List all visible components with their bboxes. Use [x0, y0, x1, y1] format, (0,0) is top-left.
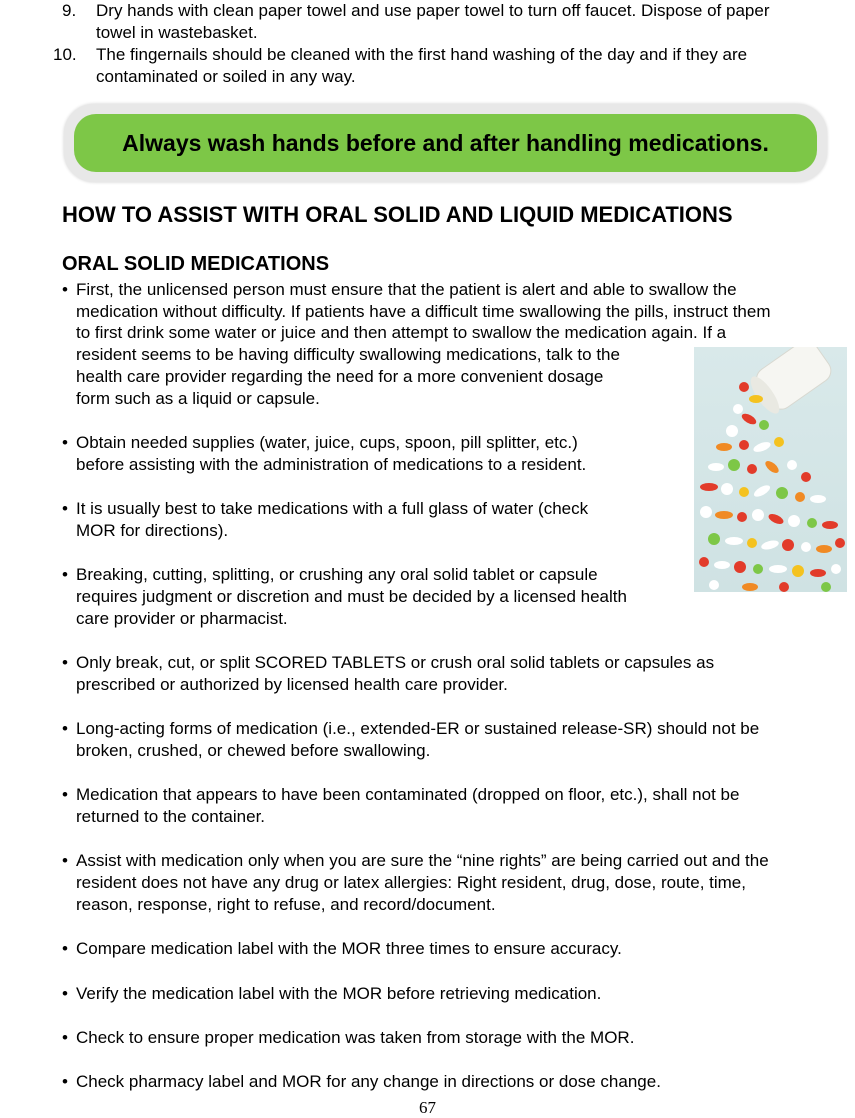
bullet-3-line-1: It is usually best to take medications with a full glass of water (check — [76, 499, 589, 518]
bullet-4-line-3: care provider or pharmacist. — [76, 609, 288, 628]
bullet-dot: • — [62, 653, 68, 672]
bullet-1-line-5: health care provider regarding the need for a more convenient dosage — [76, 367, 604, 386]
bullet-dot: • — [62, 719, 68, 738]
bullet-8-line-3: reason, response, right to refuse, and record/document. — [76, 895, 496, 914]
bullet-2-line-2: before assisting with the administration of medications to a resident. — [76, 455, 587, 474]
bullet-dot: • — [62, 280, 68, 299]
bullet-6-line-2: broken, crushed, or chewed before swallowing. — [76, 741, 431, 760]
bullet-5-line-1: Only break, cut, or split SCORED TABLETS or crush oral solid tablets or capsules as — [76, 653, 715, 672]
bullet-dot: • — [62, 499, 68, 518]
bullet-1-line-4: resident seems to be having difficulty swallowing medications, talk to the — [76, 345, 620, 364]
bullet-dot: • — [62, 939, 68, 958]
bullet-dot: • — [62, 785, 68, 804]
bullet-dot: • — [62, 565, 68, 584]
bullet-6-line-1: Long-acting forms of medication (i.e., extended-ER or sustained release-SR) should not be — [76, 719, 760, 738]
bullet-8-line-2: resident does not have any drug or latex allergies: Right resident, drug, dose, route, time, — [76, 873, 746, 892]
bullet-4-line-1: Breaking, cutting, splitting, or crushing any oral solid tablet or capsule — [76, 565, 598, 584]
bullet-1-line-2: medication without difficulty. If patients have a difficult time swallowing the pills, instruct them — [76, 302, 771, 321]
list-number-10: 10. — [53, 45, 77, 64]
bullet-dot: • — [62, 1072, 68, 1091]
list-number-9: 9. — [62, 1, 77, 20]
list-item-9-line-1: Dry hands with clean paper towel and use paper towel to turn off faucet. Dispose of paper — [96, 1, 770, 20]
pills-image-icon — [694, 347, 847, 592]
bullet-11-line-1: Check to ensure proper medication was taken from storage with the MOR. — [76, 1028, 635, 1047]
list-item-10-line-2: contaminated or soiled in any way. — [96, 67, 356, 86]
bullet-5-line-2: prescribed or authorized by licensed health care provider. — [76, 675, 508, 694]
bullet-1-line-1: First, the unlicensed person must ensure that the patient is alert and able to swallow the — [76, 280, 737, 299]
bullet-12-line-1: Check pharmacy label and MOR for any change in directions or dose change. — [76, 1072, 661, 1091]
bullet-8-line-1: Assist with medication only when you are sure the “nine rights” are being carried out and the — [76, 851, 769, 870]
callout-banner — [64, 104, 827, 182]
bullet-3-line-2: MOR for directions). — [76, 521, 229, 540]
bullet-dot: • — [62, 851, 68, 870]
bullet-dot: • — [62, 433, 68, 452]
pills-spilling-from-bottle-photo — [694, 347, 847, 592]
bullet-7-line-2: returned to the container. — [76, 807, 266, 826]
bullet-1-line-6: form such as a liquid or capsule. — [76, 389, 320, 408]
bullet-dot: • — [62, 984, 68, 1003]
list-item-9-line-2: towel in wastebasket. — [96, 23, 258, 42]
callout-text: Always wash hands before and after handling medications. — [122, 129, 769, 156]
list-item-10-line-1: The fingernails should be cleaned with the first hand washing of the day and if they are — [96, 45, 748, 64]
callout-banner-inner — [74, 114, 817, 172]
bullet-1-line-3: to first drink some water or juice and then attempt to swallow the medication again. If a — [76, 323, 727, 342]
bullet-10-line-1: Verify the medication label with the MOR before retrieving medication. — [76, 984, 602, 1003]
bullet-9-line-1: Compare medication label with the MOR three times to ensure accuracy. — [76, 939, 622, 958]
bullet-dot: • — [62, 1028, 68, 1047]
subsection-heading: ORAL SOLID MEDICATIONS — [62, 253, 330, 275]
page-number: 67 — [419, 1098, 436, 1117]
bullet-4-line-2: requires judgment or discretion and must be decided by a licensed health — [76, 587, 627, 606]
section-heading: HOW TO ASSIST WITH ORAL SOLID AND LIQUID MEDICATIONS — [62, 202, 733, 227]
bullet-7-line-1: Medication that appears to have been contaminated (dropped on floor, etc.), shall not be — [76, 785, 740, 804]
bullet-2-line-1: Obtain needed supplies (water, juice, cups, spoon, pill splitter, etc.) — [76, 433, 578, 452]
